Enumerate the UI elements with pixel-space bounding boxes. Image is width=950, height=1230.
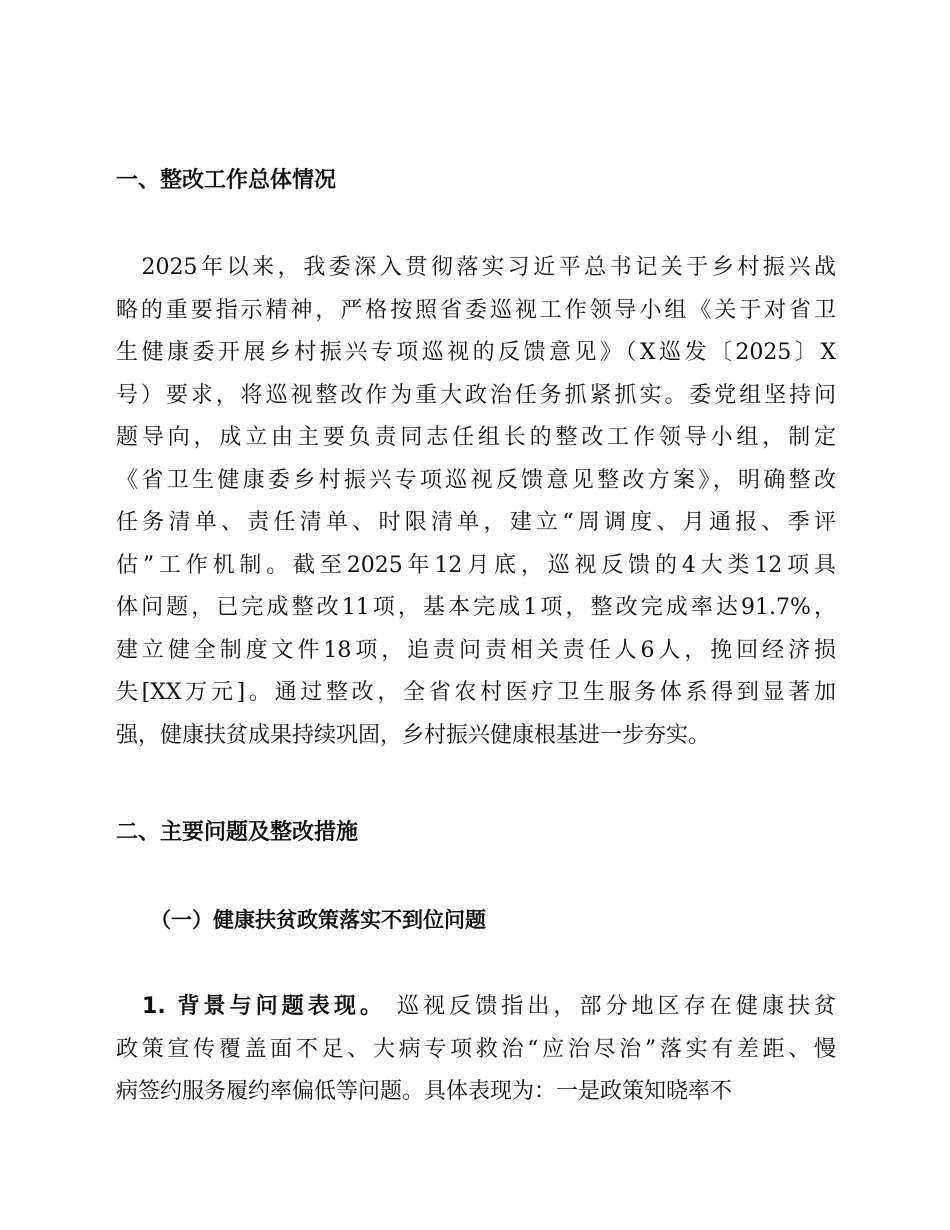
paragraph-line: 题导向，成立由主要负责同志任组长的整改工作领导小组，制定 xyxy=(116,425,836,450)
paragraph-line: 《省卫生健康委乡村振兴专项巡视反馈意见整改方案》，明确整改 xyxy=(116,467,836,493)
paragraph-line: 2025年以来，我委深入贯彻落实习近平总书记关于乡村振兴战 xyxy=(116,255,836,280)
paragraph-line: 任务清单、责任清单、时限清单，建立“周调度、月通报、季评 xyxy=(116,510,836,535)
section-1-paragraph xyxy=(116,247,836,757)
section-2-heading: 二、主要问题及整改措施 xyxy=(116,820,359,845)
paragraph-line: 估”工作机制。截至2025年12月底，巡视反馈的4大类12项具 xyxy=(116,552,836,578)
paragraph-line: 失[XX万元]。通过整改，全省农村医疗卫生服务体系得到显著加 xyxy=(116,680,836,705)
item-1-label: 1. 背景与问题表现。 xyxy=(116,994,386,1019)
paragraph-line: 政策宣传覆盖面不足、大病专项救治“应治尽治”落实有差距、慢 xyxy=(116,1036,836,1062)
paragraph-line xyxy=(116,986,836,1029)
paragraph-line: 病签约服务履约率偏低等问题。具体表现为：一是政策知晓率不 xyxy=(116,1079,733,1104)
item-1-text: 巡视反馈指出，部分地区存在健康扶贫 xyxy=(385,994,837,1019)
paragraph-line: 略的重要指示精神，严格按照省委巡视工作领导小组《关于对省卫 xyxy=(116,297,836,323)
paragraph-line: 生健康委开展乡村振兴专项巡视的反馈意见》（X巡发〔2025〕X xyxy=(116,340,836,365)
subsection-1-heading: （一）健康扶贫政策落实不到位问题 xyxy=(150,908,486,932)
item-1-paragraph xyxy=(116,986,836,1114)
paragraph-line: 号）要求，将巡视整改作为重大政治任务抓紧抓实。委党组坚持问 xyxy=(116,382,836,408)
paragraph-line: 建立健全制度文件18项，追责问责相关责任人6人，挽回经济损 xyxy=(116,637,836,663)
paragraph-line: 体问题，已完成整改11项，基本完成1项，整改完成率达91.7%， xyxy=(116,595,836,620)
paragraph-line: 强，健康扶贫成果持续巩固，乡村振兴健康根基进一步夯实。 xyxy=(116,722,711,748)
section-1-heading: 一、整改工作总体情况 xyxy=(116,168,337,193)
